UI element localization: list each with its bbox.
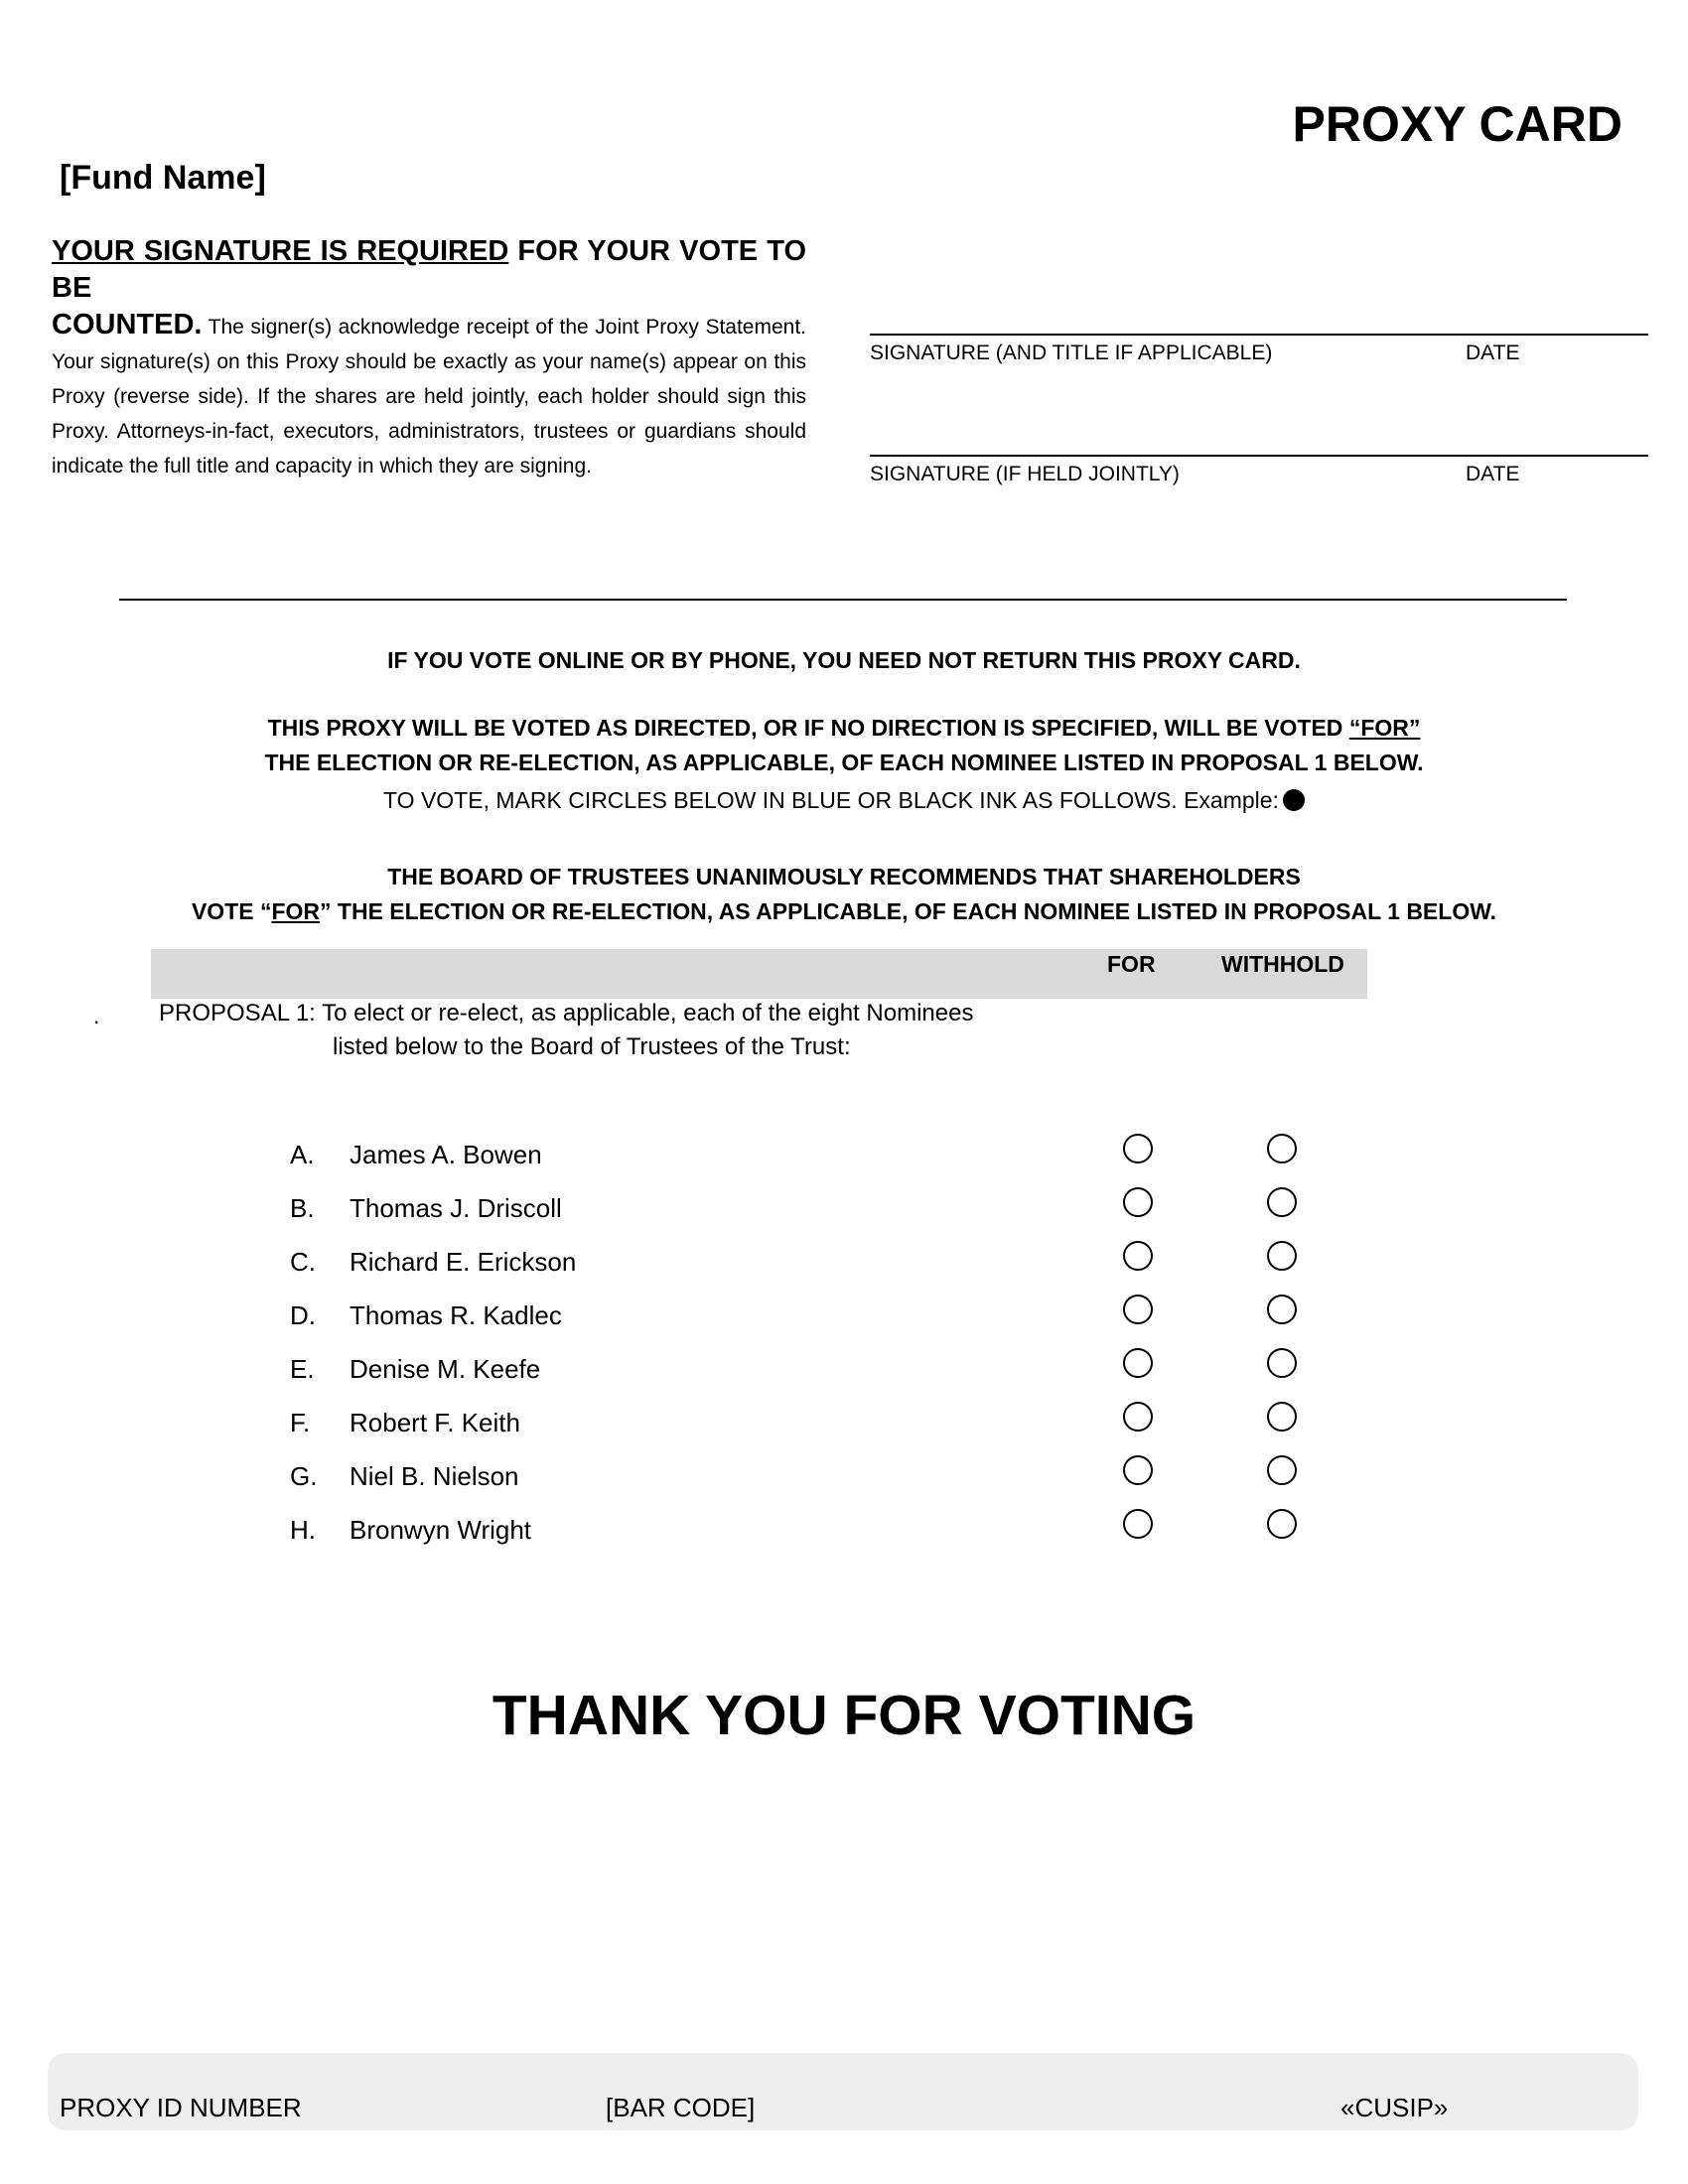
nominee-name: James A. Bowen [350, 1140, 542, 1169]
date-label-joint: DATE [1466, 463, 1520, 485]
vote-withhold-circle[interactable] [1267, 1509, 1297, 1539]
vote-for-circle[interactable] [1123, 1509, 1153, 1539]
nominee-name: Thomas R. Kadlec [350, 1300, 562, 1330]
vote-withhold-circle[interactable] [1267, 1402, 1297, 1432]
vote-withhold-circle[interactable] [1267, 1241, 1297, 1271]
signature-required-text: YOUR SIGNATURE IS REQUIRED [52, 235, 509, 267]
proposal-line1: PROPOSAL 1: To elect or re-elect, as applicable, each of the eight Nominees [159, 1000, 974, 1026]
fund-name: [Fund Name] [60, 159, 266, 197]
nominee-name: Niel B. Nielson [350, 1461, 519, 1491]
column-withhold: WITHHOLD [1221, 951, 1344, 977]
nominee-name: Richard E. Erickson [350, 1247, 577, 1277]
signature-counted: COUNTED. [52, 309, 203, 341]
nominee-letter: H. [290, 1515, 316, 1545]
signature-line-primary[interactable] [870, 334, 1648, 336]
board-vote-for: FOR [271, 898, 321, 924]
signature-notice-body: The signer(s) acknowledge receipt of the Joint Proxy Statement. Your signature(s) on this Proxy should be exactly as your name(s) appear on this Proxy (reverse side). If the shares are held jointly, each holder should sign this Proxy. Attorneys-in-fact, executors, administrators, trustees or guardians should indicate the full title and capacity in which they are signing. [52, 316, 806, 478]
vote-withhold-circle[interactable] [1267, 1187, 1297, 1217]
directed-notice [0, 711, 1688, 780]
vote-for-circle[interactable] [1123, 1134, 1153, 1163]
detach-divider [119, 599, 1567, 601]
board-vote-pre: VOTE “ [191, 898, 272, 924]
vote-for-circle[interactable] [1123, 1402, 1153, 1432]
nominee-letter: G. [290, 1461, 318, 1491]
signature-line-joint[interactable] [870, 455, 1648, 457]
signature-notice [52, 234, 806, 483]
thank-you-heading: THANK YOU FOR VOTING [492, 1684, 1196, 1747]
nominee-name: Denise M. Keefe [350, 1354, 541, 1384]
online-notice: IF YOU VOTE ONLINE OR BY PHONE, YOU NEED NOT RETURN THIS PROXY CARD. [387, 647, 1301, 673]
nominee-letter: E. [290, 1354, 315, 1384]
nominee-letter: A. [290, 1140, 315, 1169]
vote-withhold-circle[interactable] [1267, 1455, 1297, 1485]
ballot-header-bar [151, 949, 1367, 999]
proposal-text [159, 997, 973, 1064]
nominee-letter: C. [290, 1247, 316, 1277]
vote-withhold-circle[interactable] [1267, 1348, 1297, 1378]
mark-instructions-text: TO VOTE, MARK CIRCLES BELOW IN BLUE OR BLACK INK AS FOLLOWS. Example: [383, 787, 1279, 813]
board-line1: THE BOARD OF TRUSTEES UNANIMOUSLY RECOMMENDS THAT SHAREHOLDERS [387, 864, 1301, 889]
signature-lead-rest: FOR YOUR VOTE TO BE [52, 235, 807, 304]
vote-for-circle[interactable] [1123, 1348, 1153, 1378]
signature-label-primary: SIGNATURE (AND TITLE IF APPLICABLE) [870, 341, 1273, 364]
cusip: «CUSIP» [1340, 2093, 1449, 2122]
vote-withhold-circle[interactable] [1267, 1134, 1297, 1163]
proxy-card-title: PROXY CARD [1292, 96, 1622, 152]
vote-withhold-circle[interactable] [1267, 1295, 1297, 1324]
column-for: FOR [1107, 951, 1156, 977]
nominee-name: Bronwyn Wright [350, 1515, 532, 1545]
date-label-primary: DATE [1466, 341, 1520, 364]
proxy-id-number: PROXY ID NUMBER [60, 2093, 302, 2122]
example-filled-circle-icon [1283, 789, 1305, 811]
signature-label-joint: SIGNATURE (IF HELD JOINTLY) [870, 463, 1180, 485]
vote-for-circle[interactable] [1123, 1241, 1153, 1271]
bar-code: [BAR CODE] [606, 2093, 756, 2122]
nominee-letter: F. [290, 1408, 311, 1437]
mark-instructions [0, 787, 1688, 814]
directed-notice-line2: THE ELECTION OR RE-ELECTION, AS APPLICABLE, OF EACH NOMINEE LISTED IN PROPOSAL 1 BELOW. [264, 750, 1424, 775]
vote-for-circle[interactable] [1123, 1455, 1153, 1485]
board-vote-post: ” THE ELECTION OR RE-ELECTION, AS APPLICABLE, OF EACH NOMINEE LISTED IN PROPOSAL 1 BELOW. [320, 898, 1497, 924]
nominee-letter: B. [290, 1193, 315, 1223]
directed-for: “FOR” [1348, 715, 1421, 741]
nominee-name: Robert F. Keith [350, 1408, 520, 1437]
directed-notice-text: THIS PROXY WILL BE VOTED AS DIRECTED, OR IF NO DIRECTION IS SPECIFIED, WILL BE VOTED [267, 715, 1349, 741]
nominee-name: Thomas J. Driscoll [350, 1193, 562, 1223]
board-recommendation [0, 860, 1688, 929]
leading-mark: . [93, 1003, 100, 1028]
nominee-letter: D. [290, 1300, 316, 1330]
vote-for-circle[interactable] [1123, 1295, 1153, 1324]
proposal-line2: listed below to the Board of Trustees of the Trust: [333, 1033, 851, 1060]
vote-for-circle[interactable] [1123, 1187, 1153, 1217]
